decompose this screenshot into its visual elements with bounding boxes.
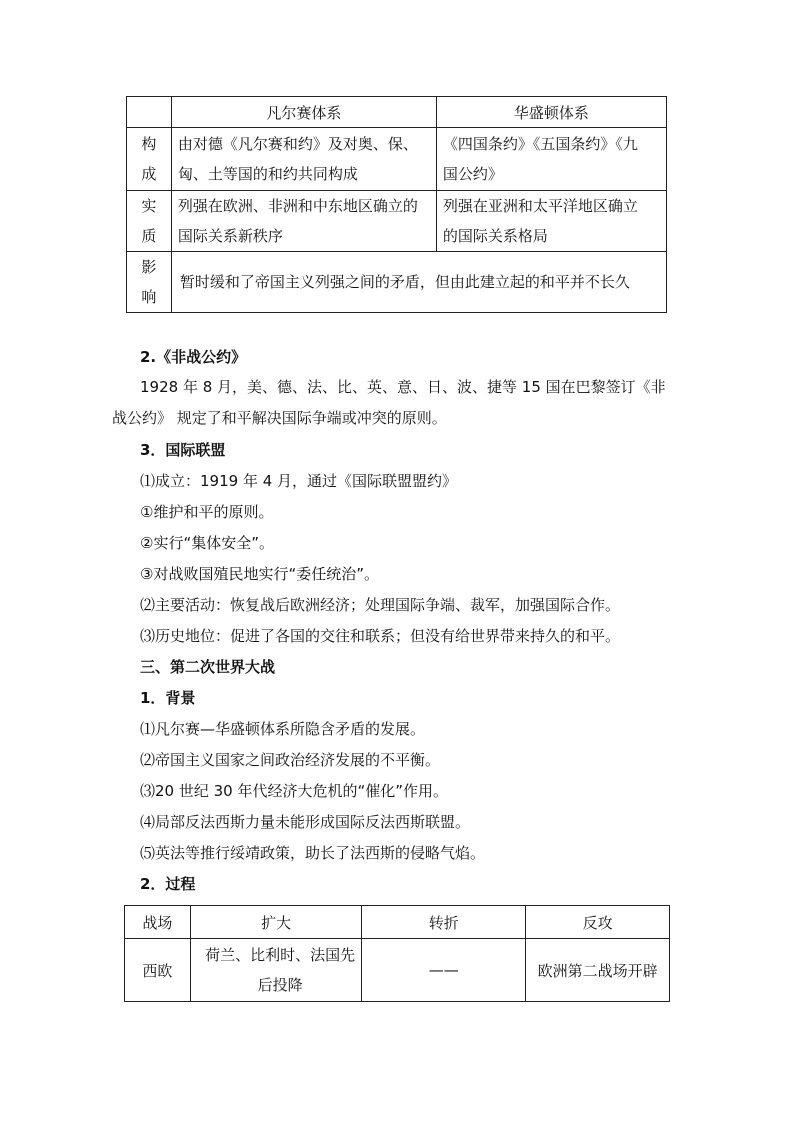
- row-label-char: 成: [141, 165, 157, 183]
- section-heading: 2.《非战公约》: [140, 348, 247, 366]
- washington-cell: [436, 191, 666, 252]
- section-heading: 1．背景: [140, 689, 196, 707]
- table-header-row: [125, 906, 670, 939]
- row-label-char: 构: [141, 135, 157, 153]
- versailles-cell: [171, 191, 436, 252]
- expand-cell: [190, 939, 362, 1002]
- row-label-char: 响: [141, 288, 157, 306]
- header-turn: 转折: [362, 906, 526, 939]
- cell-line: 匈、土等国的和约共同构成: [177, 165, 358, 183]
- washington-cell: [436, 128, 666, 191]
- paragraph-line: ⑵主要活动：恢复战后欧洲经济；处理国际争端、裁军，加强国际合作。: [140, 596, 621, 614]
- versailles-cell: [171, 128, 436, 191]
- row-label-char: 实: [141, 197, 157, 215]
- section-heading: 3．国际联盟: [140, 441, 226, 459]
- paragraph-line: ⑷局部反法西斯力量未能形成国际反法西斯联盟。: [140, 813, 471, 831]
- cell-line: 《四国条约》《五国条约》《九: [442, 135, 638, 153]
- header-counter: 反攻: [526, 906, 670, 939]
- cell-line: 列强在欧洲、非洲和中东地区确立的: [177, 197, 418, 215]
- section-heading: 2．过程: [140, 875, 196, 893]
- systems-comparison-table: [126, 96, 667, 313]
- header-expand: 扩大: [190, 906, 362, 939]
- paragraph-line: ⑶20 世纪 30 年代经济大危机的“催化”作用。: [140, 782, 449, 800]
- row-label: [127, 252, 172, 313]
- paragraph-line: ⑴成立：1919 年 4 月，通过《国际联盟盟约》: [140, 472, 458, 490]
- table-header-row: [127, 97, 667, 128]
- cell-line: 的国际关系格局: [442, 227, 548, 245]
- cell-line: 列强在亚洲和太平洋地区确立: [442, 197, 638, 215]
- header-versailles: 凡尔赛体系: [171, 97, 436, 128]
- paragraph-line: ③对战败国殖民地实行“委任统治”。: [140, 565, 379, 583]
- table-row-impact: [127, 252, 667, 313]
- impact-merged-cell: [171, 252, 666, 313]
- paragraph-line: ①维护和平的原则。: [140, 503, 274, 521]
- row-label-char: 质: [141, 227, 157, 245]
- paragraph-line: ⑵帝国主义国家之间政治经济发展的不平衡。: [140, 751, 441, 769]
- paragraph-line: ②实行“集体安全”。: [140, 534, 274, 552]
- table-row: [125, 939, 670, 1002]
- turn-cell: ——: [362, 939, 526, 1002]
- paragraph-line: 战公约》 规定了和平解决国际争端或冲突的原则。: [112, 409, 447, 427]
- row-label: [127, 191, 172, 252]
- cell-line: 国际关系新秩序: [177, 227, 283, 245]
- paragraph-line: ⑶历史地位：促进了各国的交往和联系；但没有给世界带来持久的和平。: [140, 627, 621, 645]
- cell-line: 由对德《凡尔赛和约》及对奥、保、: [177, 135, 418, 153]
- counter-cell: 欧洲第二战场开辟: [526, 939, 670, 1002]
- row-label-char: 影: [141, 258, 157, 276]
- table-row-composition: [127, 128, 667, 191]
- header-washington: 华盛顿体系: [436, 97, 666, 128]
- header-front: 战场: [125, 906, 191, 939]
- row-label: [127, 128, 172, 191]
- table-row-essence: [127, 191, 667, 252]
- paragraph-line: ⑴凡尔赛—华盛顿体系所隐含矛盾的发展。: [140, 720, 426, 738]
- paragraph-line: ⑸英法等推行绥靖政策，助长了法西斯的侵略气焰。: [140, 844, 486, 862]
- cell-line: 荷兰、比利时、法国先: [205, 946, 356, 964]
- paragraph-line: 1928 年 8 月，美、德、法、比、英、意、日、波、捷等 15 国在巴黎签订《非: [140, 378, 666, 396]
- front-cell: 西欧: [125, 939, 191, 1002]
- cell-line: 后投降: [257, 976, 303, 994]
- cell-line: 暂时缓和了帝国主义列强之间的矛盾，但由此建立起的和平并不长久: [179, 273, 630, 291]
- war-process-table: [124, 905, 670, 1002]
- part-heading: 三、第二次世界大战: [140, 658, 276, 676]
- cell-line: 国公约》: [442, 165, 503, 183]
- header-empty-cell: [127, 97, 172, 128]
